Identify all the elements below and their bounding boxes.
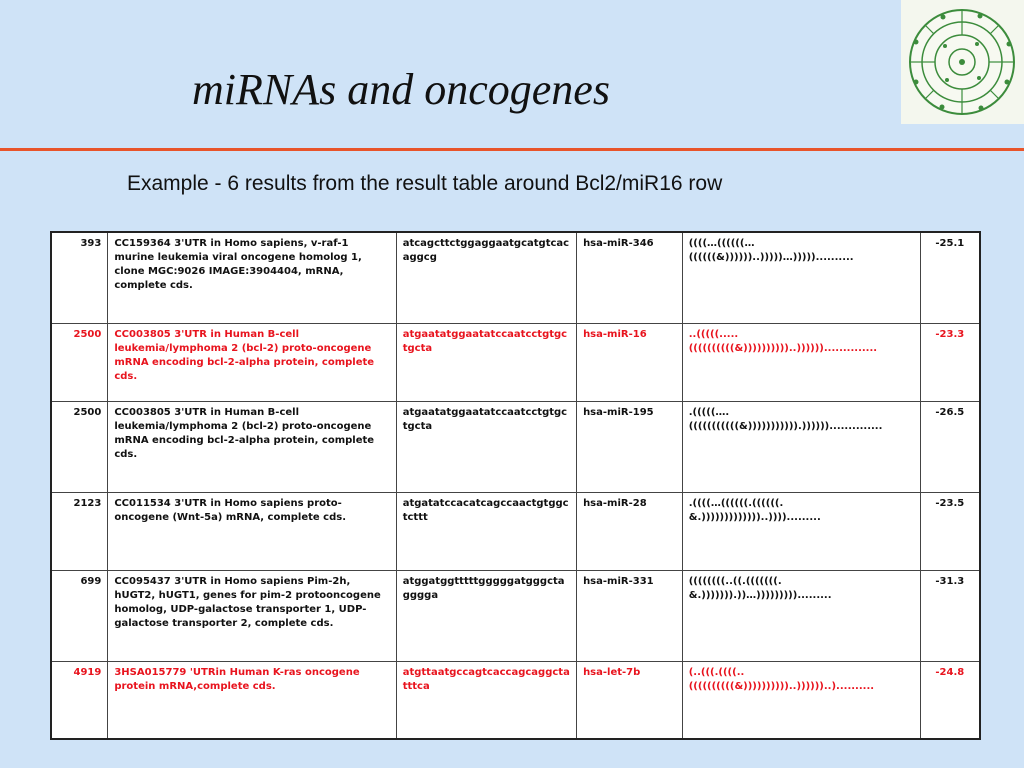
cell-description: 3HSA015779 'UTRin Human K-ras oncogene protein mRNA,complete cds. — [108, 661, 396, 739]
table-row — [51, 492, 980, 570]
slide-title: miRNAs and oncogenes — [192, 65, 610, 114]
cell-sequence: atcagcttctggaggaatgcatgtcacaggcg — [396, 232, 576, 323]
cell-description: CC095437 3'UTR in Homo sapiens Pim-2h, hUGT2, hUGT1, genes for pim-2 protooncogene homolog, UDP-galactose transporter 1, UDP-galactose transporter 2, complete cds. — [108, 570, 396, 661]
cell-mirna: hsa-miR-195 — [577, 401, 683, 492]
cell-score: -31.3 — [920, 570, 980, 661]
cell-sequence: atgaatatggaatatccaatcctgtgctgcta — [396, 323, 576, 401]
cell-id: 699 — [51, 570, 108, 661]
cell-description: CC003805 3'UTR in Human B-cell leukemia/lymphoma 2 (bcl-2) proto-oncogene mRNA encoding bcl-2-alpha protein, complete cds. — [108, 401, 396, 492]
cell-score: -25.1 — [920, 232, 980, 323]
cell-mirna: hsa-miR-331 — [577, 570, 683, 661]
cell-description: CC159364 3'UTR in Homo sapiens, v-raf-1 murine leukemia viral oncogene homolog 1, clone MGC:9026 IMAGE:3904404, mRNA, complete cds. — [108, 232, 396, 323]
cell-id: 2500 — [51, 401, 108, 492]
results-table — [50, 231, 981, 740]
cell-structure: (..(((.((((..((((((((((&))))))))))..))))))..).......... — [682, 661, 920, 739]
cell-id: 2500 — [51, 323, 108, 401]
table-row — [51, 232, 980, 323]
cell-sequence: atgaatatggaatatccaatcctgtgctgcta — [396, 401, 576, 492]
cell-score: -26.5 — [920, 401, 980, 492]
cell-structure: ((((…((((((…((((((&))))))..)))))…))))).......... — [682, 232, 920, 323]
cell-structure: .((((…((((((.((((((.&.)))))))))))))..))))......... — [682, 492, 920, 570]
slide-subtitle: Example - 6 results from the result table around Bcl2/miR16 row — [127, 172, 723, 195]
cell-mirna: hsa-miR-16 — [577, 323, 683, 401]
cell-description: CC011534 3'UTR in Homo sapiens proto-oncogene (Wnt-5a) mRNA, complete cds. — [108, 492, 396, 570]
cell-id: 4919 — [51, 661, 108, 739]
table-row — [51, 401, 980, 492]
cell-score: -23.5 — [920, 492, 980, 570]
cell-sequence: atgatatccacatcagccaactgtggctcttt — [396, 492, 576, 570]
cell-score: -24.8 — [920, 661, 980, 739]
cell-mirna: hsa-miR-28 — [577, 492, 683, 570]
cell-structure: ((((((((..((.(((((((.&.))))))).))…)))))))))......... — [682, 570, 920, 661]
cell-structure: ..(((((.....((((((((((&))))))))))..)))))).............. — [682, 323, 920, 401]
table-row — [51, 323, 980, 401]
cell-description: CC003805 3'UTR in Human B-cell leukemia/lymphoma 2 (bcl-2) proto-oncogene mRNA encoding bcl-2-alpha protein, complete cds. — [108, 323, 396, 401]
table-row — [51, 570, 980, 661]
title-divider — [0, 148, 1024, 151]
cell-id: 2123 — [51, 492, 108, 570]
phaistos-disc-icon — [901, 0, 1024, 124]
cell-id: 393 — [51, 232, 108, 323]
cell-sequence: atggatggtttttgggggatgggctagggga — [396, 570, 576, 661]
cell-mirna: hsa-let-7b — [577, 661, 683, 739]
cell-structure: .(((((….(((((((((((&))))))))))).)))))).............. — [682, 401, 920, 492]
cell-mirna: hsa-miR-346 — [577, 232, 683, 323]
cell-sequence: atgttaatgccagtcaccagcaggctatttca — [396, 661, 576, 739]
cell-score: -23.3 — [920, 323, 980, 401]
table-row — [51, 661, 980, 739]
